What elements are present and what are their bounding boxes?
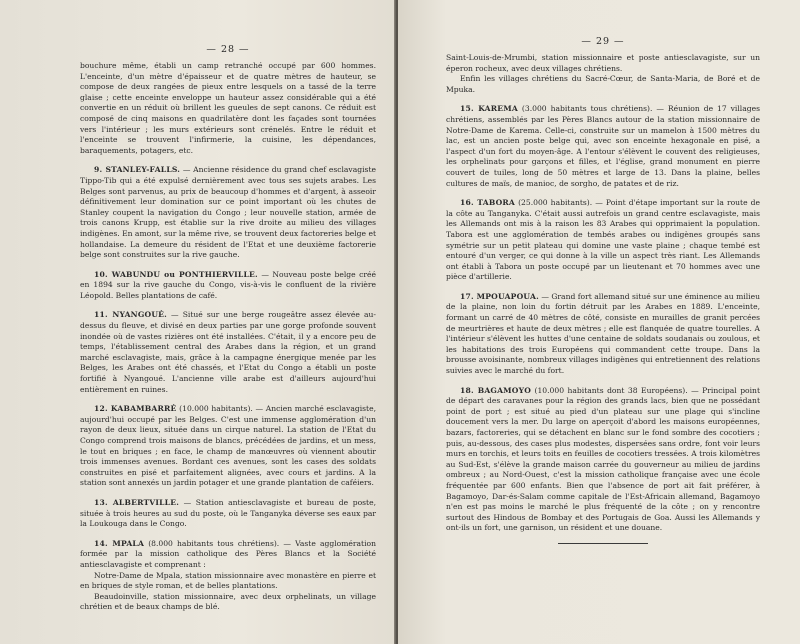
entry-text: — Situé sur une berge rougeâtre assez élevée au-dessus du fleuve, et divisé en deux parties par une gorge profonde souvent inondée où de vastes rizières ont été installées. C'était, il y a encore peu de temps, l'établissement central des Arabes dans la région, et un grand marché esclavagiste, mais, grâce à la campagne énergique menée par les Belges, les Arabes ont été chassés, et l'Etat du Congo a établi un poste fortifié à Nyangoué. L'ancienne ville arabe est d'ailleurs aujourd'hui entièrement en ruines. — [80, 310, 376, 394]
entry-text: (8.000 habitants tous chrétiens). — Vaste agglomération formée par la mission catholique des Pères Blancs et la Société antiesclavagiste et comprenant : — [80, 538, 377, 569]
entry-text: — Ancienne résidence du grand chef esclavagiste Tippo-Tib qui a été expulsé dernièrement avec tous ses sujets arabes. Les Belges sont parvenus, au prix de beaucoup d'hommes et d'argent, à asseoir définitivement leur domination sur ce point important où les chutes de Stanley coupent la navigation du Congo ; leur nouvelle station, armée de trois canons Krupp, est établie sur la rive droite au milieu des villages indigènes. En amont, sur la même rive, se trouvent deux factoreries belge et hollandaise. La demeure du résident de l'Etat et une deuxième factorerie belge sont construites sur la rive gauche. — [80, 165, 376, 260]
sub-entry: Notre-Dame de Mpala, station missionnaire avec monastère en pierre et en briques de style roman, et de belles plantations. — [80, 570, 376, 591]
entry-heading: 15. KAREMA — [460, 104, 518, 114]
right-page-body — [446, 53, 760, 534]
paragraph — [446, 104, 760, 189]
entry-text: bouchure même, établi un camp retranché occupé par 600 hommes. L'enceinte, d'un mètre d'épaisseur et de quatre mètres de hauteur, se compose de deux rangées de pieux entre lesquels on a tassé de la terre glaise ; cette enceinte enveloppe un hauteur assez considérable qui a été convertie en un réduit où brillent les gueules de sept canons. Ce réduit est composé de cinq maisons en quadrilatère dont les façades sont tournées vers l'intérieur ; les murs extérieurs sont crénelés. Entre le réduit et l'enceinte se trouvent l'infirmerie, la cuisine, les dépendances, baraquements, potagers, etc. — [80, 61, 376, 155]
entry-heading: 10. WABUNDU ou PONTHIERVILLE. — [94, 269, 258, 279]
paragraph — [80, 61, 376, 156]
paragraph — [446, 386, 760, 534]
paragraph — [80, 165, 376, 260]
entry-heading: 12. KABAMBARRÉ — [94, 404, 177, 414]
entry-text: (10.000 habitants). — Ancien marché esclavagiste, aujourd'hui occupé par les Belges. C'est une immense agglomération d'un rayon de deux lieux, située dans un cirque naturel. La station de l'Etat du Congo comprend trois maisons de blancs, précédées de jardins, et un mess, le tout en briques ; en face, le champ de manœuvres où viennent aboutir trois immenses avenues. Bordant ces avenues, sont les cases des soldats construites en pisé et parfaitement alignées, avec cours et jardins. A la station sont annexés un jardin potager et une grande plantation de caféiers. — [80, 404, 376, 488]
paragraph — [446, 292, 760, 377]
entry-heading: 14. MPALA — [94, 538, 145, 548]
entry-heading: 9. STANLEY-FALLS. — [94, 165, 181, 175]
entry-text: — Station antiesclavagiste et bureau de poste, située à trois heures au sud du poste, où le Tanganyka déverse ses eaux par la Loukouga dans le Congo. — [80, 497, 376, 529]
entry-heading: 18. BAGAMOYO — [460, 385, 532, 395]
left-page-body — [80, 61, 376, 613]
page-number: — 29 — — [581, 36, 625, 47]
entry-text: — Grand fort allemand situé sur une éminence au milieu de la plaine, non loin du fortin détruit par les Arabes en 1889. L'enceinte, formant un carré de 40 mètres de côté, consiste en murailles de granit percées de meurtrières et haute de deux mètres ; elle est flanquée de quatre tourelles. A l'intérieur s'élèvent les huttes d'une centaine de soldats soudanais ou zoulous, et les habitations des trois Européens qui commandent cette troupe. Dans la brousse avoisinante, nombreux villages indigènes qui entretiennent des relations suivies avec le marché du fort. — [446, 291, 760, 376]
entry-text: (25.000 habitants). — Point d'étape important sur la route de la côte au Tanganyka. C'était aussi autrefois un grand centre esclavagiste, mais les Allemands ont mis à la raison les 83 Arabes qui opprimaient la population. Tabora est une agglomération de tembés arabes ou indigènes groupés sans symétrie sur un petit plateau qui domine une vaste plaine ; chaque tembé est entouré d'un verger, ce qui donne à la ville un aspect très riant. Les Allemands ont établi à Tabora un poste occupé par un lieutenant et 70 hommes avec une pièce d'artillerie. — [446, 198, 761, 282]
sub-entry: Enfin les villages chrétiens du Sacré-Cœur, de Santa-Maria, de Boré et de Mpuka. — [446, 74, 760, 94]
entry-text: — Nouveau poste belge créé en 1894 sur la rive gauche du Congo, vis-à-vis le confluent de la rivière Léopold. Belles plantations de café. — [80, 269, 376, 300]
entry-text: Saint-Louis-de-Mrumbi, station missionnaire et poste antiesclavagiste, sur un éperon rocheux, avec deux villages chrétiens. — [446, 53, 760, 73]
entry-text: (10.000 habitants dont 38 Européens). — Principal point de départ des caravanes pour la région des grands lacs, bien que ne possédant point de port ; est situé au pied d'un plateau sur une plage qui s'incline doucement vers la mer. Du large on aperçoit d'abord les maisons européennes, bazars, factoreries, qui se détachent en blanc sur le fond sombre des cocotiers ; puis, au-dessous, des cases plus modestes, dispersées sans ordre, font voir leurs murs en torchis, et leurs toits en feuilles de cocotiers tressées. A trois kilomètres au Sud-Est, s'élève la grande maison carrée du gouverneur au milieu de jardins ombreux ; au Nord-Ouest, c'est la mission catholique française avec une école fréquentée par 600 enfants. Bien que l'absence de port ait fait préférer, à Bagamoyo, Dar-és-Salam comme capitale de l'Est-Africain allemand, Bagamoyo n'en est pas moins le marché le plus fréquenté de la côte ; on y rencontre surtout des Hindous de Bombay et des Portugais de Goa. Aussi les Allemands y ont-ils un fort, une garnison, un résident et une douane. — [446, 385, 760, 533]
paragraph — [80, 539, 376, 613]
paragraph — [80, 310, 376, 395]
paragraph — [80, 498, 376, 530]
paragraph — [446, 53, 760, 95]
page-number: — 28 — — [206, 44, 250, 55]
entry-heading: 17. MPOUAPOUA. — [460, 291, 539, 301]
paragraph — [80, 270, 376, 302]
end-rule — [558, 543, 648, 544]
paragraph — [446, 198, 760, 283]
paragraph — [80, 404, 376, 489]
right-page — [398, 0, 800, 644]
entry-text: (3.000 habitants tous chrétiens). — Réunion de 17 villages chrétiens, assemblés par les Pères Blancs autour de la station missionnaire de Notre-Dame de Karema. Celle-ci, construite sur un mamelon à 1500 mètres du lac, est un ancien poste belge qui, avec son enceinte hexagonale en pisé, a l'aspect d'un fort du moyen-âge. A l'entour s'élèvent le couvent des religieuses, les orphelinats pour garçons et filles, et l'église, grand monument en pierre couvert de tuiles, long de 50 mètres et large de 13. Dans la plaine, belles cultures de maïs, de manioc, de sorgho, de patates et de riz. — [446, 104, 760, 188]
entry-heading: 13. ALBERTVILLE. — [94, 497, 180, 507]
entry-heading: 11. NYANGOUÉ. — [94, 310, 167, 320]
left-page — [0, 0, 396, 644]
sub-entry: Beaudoinville, station missionnaire, avec deux orphelinats, un village chrétien et de beaux champs de blé. — [80, 591, 376, 612]
entry-heading: 16. TABORA — [460, 198, 516, 208]
